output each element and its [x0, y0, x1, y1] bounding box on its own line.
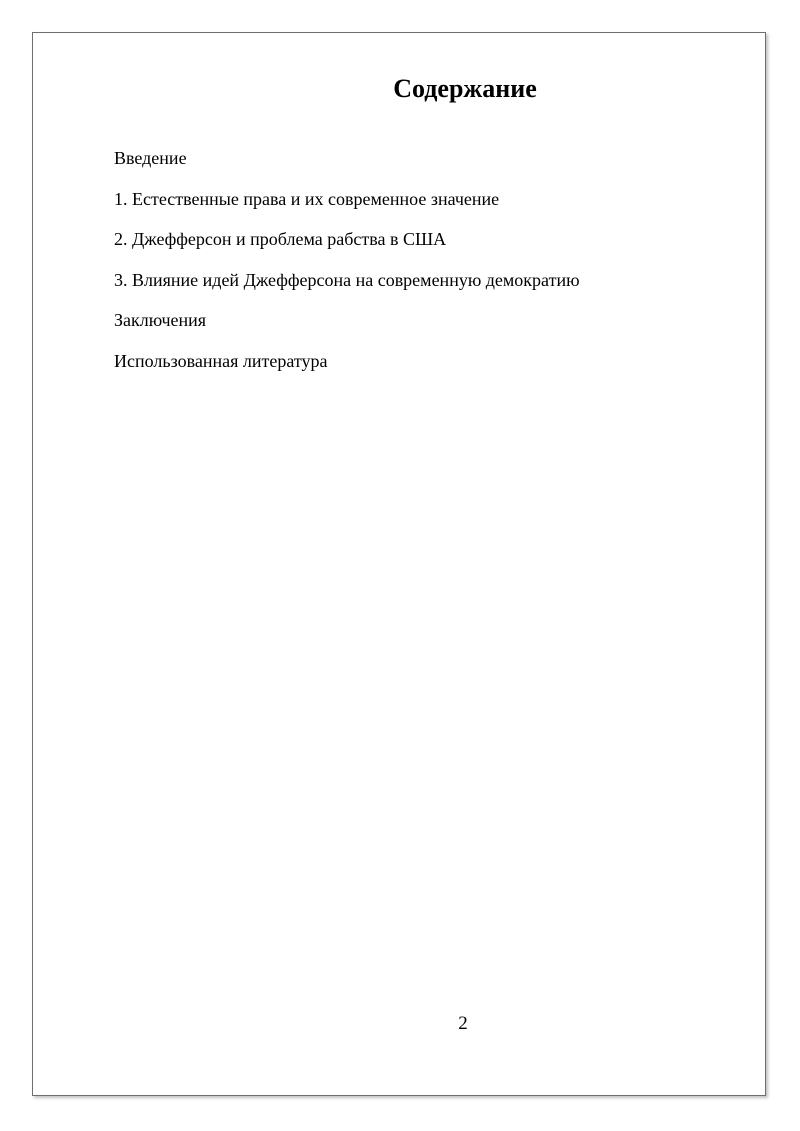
toc-item-conclusions: Заключения	[114, 310, 207, 331]
toc-item-natural-rights: 1. Естественные права и их современное значение	[114, 188, 500, 209]
table-of-contents	[114, 146, 580, 390]
toc-item-references: Использованная литература	[114, 350, 328, 371]
page-number: 2	[458, 1013, 468, 1034]
toc-item-slavery-problem: 2. Джефферсон и проблема рабства в США	[114, 229, 447, 250]
page-title: Содержание	[393, 74, 537, 103]
toc-item-introduction: Введение	[114, 148, 187, 168]
toc-item-democracy-influence: 3. Влияние идей Джефферсона на современную демократию	[114, 269, 580, 290]
